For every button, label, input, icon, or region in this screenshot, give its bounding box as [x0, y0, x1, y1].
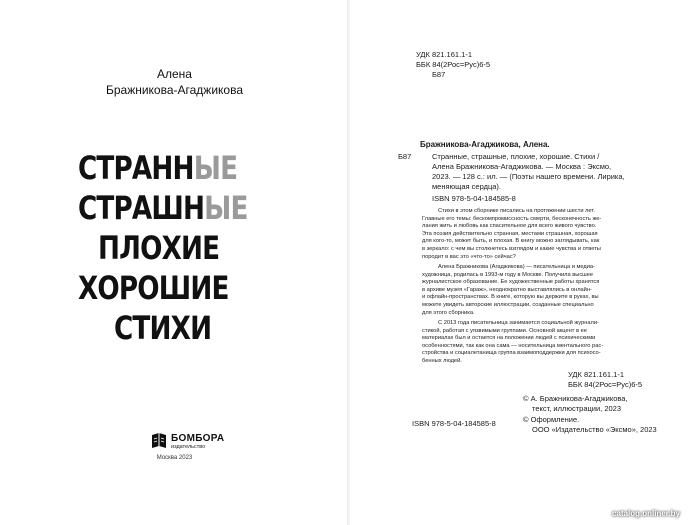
watermark: catalog.onliner.by: [612, 509, 681, 518]
bib-description: [432, 152, 668, 192]
copyright-block: [523, 394, 657, 435]
publisher-logo: [151, 432, 225, 454]
author-last-name: Бражникова-Агаджикова: [105, 83, 244, 97]
classification-codes-bottom: [568, 370, 642, 390]
para1-line: лания жить и любовь как спасительное для всего живого чувство.: [422, 223, 597, 230]
bbk-code-bottom: ББК 84(2Рос=Рус)6-5: [568, 380, 643, 389]
side-author-mark: Б87: [398, 152, 412, 161]
copyright-publisher: ООО «Издательство «Эксмо», 2023: [532, 425, 657, 434]
title-line-1: [78, 148, 237, 188]
isbn-bottom: ISBN 978-5-04-184585-8: [412, 419, 496, 428]
title-line-2: [78, 188, 248, 228]
bib-line: Алена Бражникова-Агаджикова. — Москва : Эксмо,: [432, 162, 612, 171]
title-line-3-text: ПЛОХИЕ: [98, 229, 220, 267]
para2-line: журналистское образование. Ее художественные работы хранятся: [422, 279, 600, 286]
title-line-4: [78, 268, 229, 308]
title-line-5-text: СТИХИ: [114, 309, 212, 347]
para2-line: в архиве музея «Гараж», неоднократно выставлялись в онлайн-: [422, 286, 592, 293]
bib-author: Бражникова-Агаджикова, Алена.: [420, 140, 550, 149]
para3-line: особенностями, так как она сама — носительница ментального рас-: [422, 342, 604, 349]
para1-line: Стихи в этом сборнике писались на протяжении шести лет.: [438, 208, 595, 214]
bbk-code: ББК 84(2Рос=Рус)6-5: [416, 60, 491, 69]
bib-line: 2023. — 128 с.: ил. — (Поэты нашего времени. Лирика,: [432, 172, 625, 181]
bib-line: Странные, страшные, плохие, хорошие. Стихи /: [432, 152, 600, 161]
udk-code-bottom: УДК 821.161.1-1: [568, 370, 624, 379]
para3-line: стройства и социалетанища группа взаимоподдержки для психосо-: [422, 350, 601, 357]
classification-codes-top: [416, 50, 490, 80]
left-title-page: [0, 0, 349, 525]
copyright-author-detail: текст, иллюстрации, 2023: [532, 404, 622, 413]
para2-line: художница, родилась в 1993-м году в Москве. Получила высшее: [422, 271, 594, 278]
isbn-top: ISBN 978-5-04-184585-8: [432, 194, 516, 203]
publisher-subtitle: издательство: [171, 444, 206, 450]
para2-line: Алена Бражникова (Агаджикова) — писательница и медиа-: [438, 264, 595, 270]
title-line-3: [98, 228, 219, 268]
title-line-2-text: СТРАШНЫЕ: [78, 189, 248, 227]
para3-line: стикой, работая с уязвимыми группами. Основной акцент в ее: [422, 327, 587, 334]
annotation-paragraph-1: [422, 208, 678, 261]
para1-line: для кого-то, может быть, и плохая. В книгу можно заглядывать, как: [422, 238, 600, 245]
para1-line: породит в вас это «что-то» сейчас?: [422, 253, 516, 260]
bib-line: меняющая сердца).: [432, 182, 501, 191]
para2-line: можете увидеть авторские иллюстрации, созданные специально: [422, 301, 594, 308]
para2-line: и офлайн-пространствах. В книге, которую вы держите в руках, вы: [422, 294, 599, 301]
right-imprint-page: [350, 0, 700, 525]
author-first-name: Алена: [157, 67, 192, 81]
author-mark: Б87: [432, 70, 446, 79]
para1-line: Главные его темы: бескомпромиссность смерти, бесконечность же-: [422, 215, 602, 222]
para1-line: Эта поэзия действительно странная, местами страшная, хорошая: [422, 230, 598, 237]
annotation-paragraph-3: [422, 320, 678, 366]
publisher-name: БОМБОРА: [171, 433, 225, 444]
udk-code: УДК 821.161.1-1: [416, 50, 472, 59]
bombora-book-icon: [151, 432, 167, 450]
city-year: Москва 2023: [156, 455, 193, 461]
para3-line: С 2013 года писательница занимается социальной журнали-: [438, 320, 599, 326]
title-line-5: [114, 308, 211, 348]
title-line-4-text: ХОРОШИЕ: [78, 269, 229, 307]
para2-line: для этого сборника.: [422, 309, 475, 316]
para3-line: бенных людей.: [422, 357, 462, 364]
para3-line: материалах был и остается на положении людей с психическими: [422, 335, 596, 342]
annotation-paragraph-2: [422, 264, 678, 317]
copyright-author: © А. Бражникова-Агаджикова,: [523, 394, 628, 403]
copyright-design: © Оформление.: [523, 415, 580, 424]
para1-line: в зеркало: с чем вы столкнетесь взглядом и какие чувства и ответы: [422, 245, 601, 252]
title-line-1-text: СТРАННЫЕ: [78, 149, 238, 187]
